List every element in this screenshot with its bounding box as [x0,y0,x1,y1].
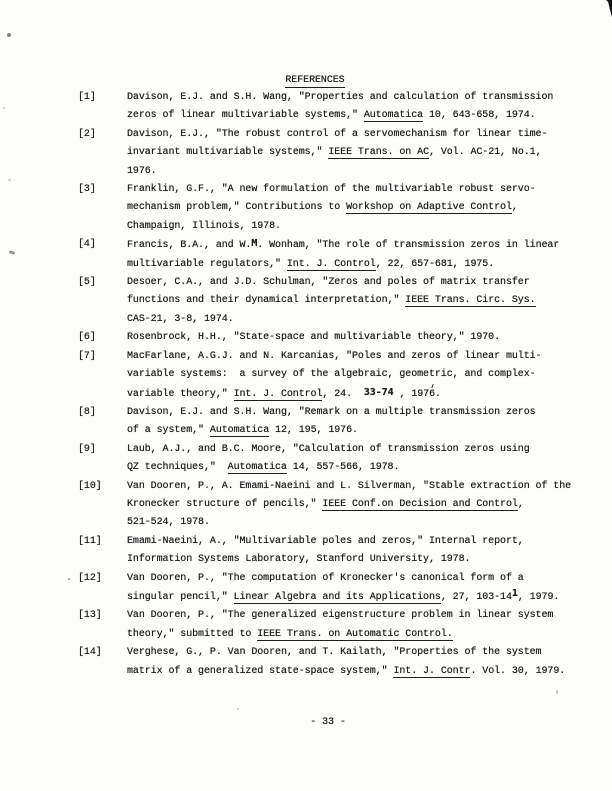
reference-number: [3] [78,184,96,196]
reference-segment: functions and their dynamical interpretation," [127,295,406,307]
scan-speck [8,178,12,181]
reference-segment: , [511,202,518,214]
reference-segment: 521-524, 1978. [127,517,210,529]
references-heading-text: REFERENCES [285,75,345,86]
reference-line [127,181,536,199]
reference-segment: , 1979. [517,591,560,603]
reference-text [127,570,559,608]
journal-title: Workshop on Adaptive Control [346,202,512,214]
overstrike-mark: 6 [429,386,435,404]
reference-segment: Van Dooren, P., "The computation of Kronecker's canonical form of a [127,572,524,584]
reference-line [127,663,565,681]
reference-text [127,644,565,681]
reference-entry [78,181,602,236]
reference-entry [78,478,602,533]
reference-segment: 12, 195, 1976. [269,425,358,437]
reference-segment: matrix of a generalized state-space system," [127,665,394,677]
reference-entry [78,329,602,347]
reference-segment: Laub, A.J., and B.C. Moore, "Calculation of transmission zeros using [127,443,530,455]
reference-number: [10] [78,480,102,492]
reference-segment: Franklin, G.F., "A new formulation of the multivariable robust servo- [127,184,536,196]
reference-segment: , 22, 657-681, 1975. [375,258,495,270]
reference-line [127,218,536,236]
reference-segment: QZ techniques," [127,462,228,474]
reference-line [127,256,559,274]
references-heading [9,75,612,86]
reference-segment: Emami-Naeini, A., "Multivariable poles and zeros," Internal report, [127,535,524,547]
reference-text [127,404,536,441]
references-list [78,89,602,681]
reference-segment: Information Systems Laboratory, Stanford University, 1978. [127,554,471,566]
journal-title: Int. J. Contr [393,665,471,677]
reference-number: [14] [78,647,102,659]
reference-line [127,126,547,144]
reference-line [127,292,536,310]
reference-segment: , 24. [322,388,364,400]
reference-segment: Kronecker structure of pencils," [127,498,323,510]
reference-line [127,329,500,347]
reference-segment: . [435,388,441,400]
reference-number: [2] [78,128,96,140]
journal-title: Int. J. Control [233,388,323,400]
reference-line [127,588,559,607]
typed-correction: 1 [511,588,518,600]
journal-title: Automatica [209,425,270,437]
reference-number: [8] [78,406,96,418]
reference-line [127,163,547,181]
reference-segment: CAS-21, 3-8, 1974. [127,313,234,325]
reference-line [127,311,536,329]
reference-line [127,551,524,569]
reference-line [127,496,571,514]
reference-segment: multivariable regulators," [127,258,287,270]
scan-corner-artifact [605,0,612,17]
reference-line [127,107,553,125]
reference-text [127,329,500,347]
reference-segment: . Vol. 30, 1979. [470,665,566,677]
reference-segment: 10, 643-658, 1974. [423,110,536,122]
journal-title: IEEE Trans. on Automatic Control. [257,628,453,640]
scan-speck [237,708,239,710]
scan-speck [9,250,16,255]
reference-entry [78,89,602,126]
reference-segment: Van Dooren, P., A. Emami-Naeini and L. Silverman, "Stable extraction of the [127,480,572,492]
reference-line [127,199,536,217]
reference-line [127,570,559,588]
reference-line [127,514,571,532]
reference-entry [78,644,602,681]
reference-entry [78,533,602,570]
reference-segment: singular pencil," [127,591,234,603]
reference-text [127,533,524,570]
reference-segment: variable theory," [127,388,234,400]
reference-entry [78,570,602,608]
journal-title: Automatica [363,110,424,122]
reference-number: [9] [78,443,96,455]
reference-line [127,607,553,625]
reference-text [127,478,571,533]
reference-entry [78,404,602,441]
reference-line [127,459,530,477]
reference-entry [78,348,602,404]
reference-entry [78,126,602,181]
reference-line [127,626,553,644]
reference-segment: Davison, E.J. and S.H. Wang, "Properties and calculation of transmission [127,92,554,103]
reference-text [127,89,553,126]
reference-entry [78,607,602,644]
reference-entry [78,441,602,478]
reference-segment: Davison, E.J., "The robust control of a servomechanism for linear time- [127,128,548,140]
reference-line [127,144,547,162]
reference-segment: , 197 [393,388,430,400]
reference-segment: Rosenbrock, H.H., "State-space and multivariable theory," 1970. [127,332,501,344]
scan-speck [68,578,70,580]
reference-line [127,385,541,404]
journal-title: Automatica [227,462,287,474]
reference-text [127,126,547,181]
reference-number: [4] [78,239,96,251]
reference-segment: Champaign, Illinois, 1978. [127,220,281,232]
reference-line [127,274,536,292]
reference-segment: invariant multivariable systems," [127,147,329,159]
journal-title: Int. J. Control [286,258,376,270]
scan-speck [3,107,5,109]
reference-segment: MacFarlane, A.G.J. and N. Karcanias, "Poles and zeros of linear multi- [127,350,542,362]
reference-segment: Van Dooren, P., "The generalized eigenstructure problem in linear system [127,610,554,622]
page-number: - 33 - [310,717,346,728]
scan-speck [7,33,11,37]
reference-number: [12] [78,572,102,584]
reference-segment: zeros of linear multivariable systems," [127,110,364,122]
journal-title: IEEE Conf.on Decision and Control [322,498,518,510]
reference-segment: , Vol. AC-21, No.1, [429,147,542,159]
reference-entry [78,236,602,274]
reference-text [127,441,530,478]
reference-line [127,533,524,551]
reference-segment: 14, 557-566, 1978. [286,462,400,474]
journal-title: Linear Algebra and its Applications [233,591,441,603]
reference-segment: Verghese, G., P. Van Dooren, and T. Kailath, "Properties of the system [127,647,542,659]
reference-segment: , 27, 103-14 [440,591,512,603]
reference-number: [11] [78,535,102,547]
reference-segment: variable systems: a survey of the algebraic, geometric, and complex- [127,369,536,381]
reference-segment: Desoer, C.A., and J.D. Schulman, "Zeros and poles of matrix transfer [127,277,530,289]
reference-segment: 1976. [127,165,157,177]
reference-text [127,607,553,644]
reference-text [127,348,541,404]
reference-number: [7] [78,350,96,362]
reference-line [127,644,565,662]
reference-segment: Davison, E.J. and S.H. Wang, "Remark on a multiple transmission zeros [127,406,536,418]
reference-line [127,89,553,107]
reference-entry [78,274,602,329]
typed-correction: 33-74 [363,386,394,398]
journal-title: IEEE Trans. on AC [328,147,429,159]
reference-segment: Francis, B.A., and W. [127,240,252,252]
reference-number: [13] [78,610,102,622]
reference-line [127,478,571,496]
reference-line [127,404,536,422]
reference-line [127,366,541,384]
reference-text [127,181,536,236]
reference-segment: mechanism problem," Contributions to [127,202,347,214]
typed-correction: M [251,238,258,250]
reference-text [127,274,536,329]
reference-segment: of a system," [127,425,210,437]
reference-number: [1] [78,92,96,103]
scan-speck [556,690,558,694]
reference-number: [6] [78,332,96,344]
reference-line [127,422,536,440]
reference-line [127,348,541,366]
reference-number: [5] [78,277,96,289]
reference-segment: . Wonham, "The role of transmission zeros in linear [257,240,560,252]
reference-line [127,236,559,255]
reference-text [127,236,559,274]
journal-title: IEEE Trans. Circ. Sys. [405,295,536,307]
reference-segment: , [517,498,524,510]
reference-line [127,441,530,459]
reference-segment: theory," submitted to [127,628,258,640]
